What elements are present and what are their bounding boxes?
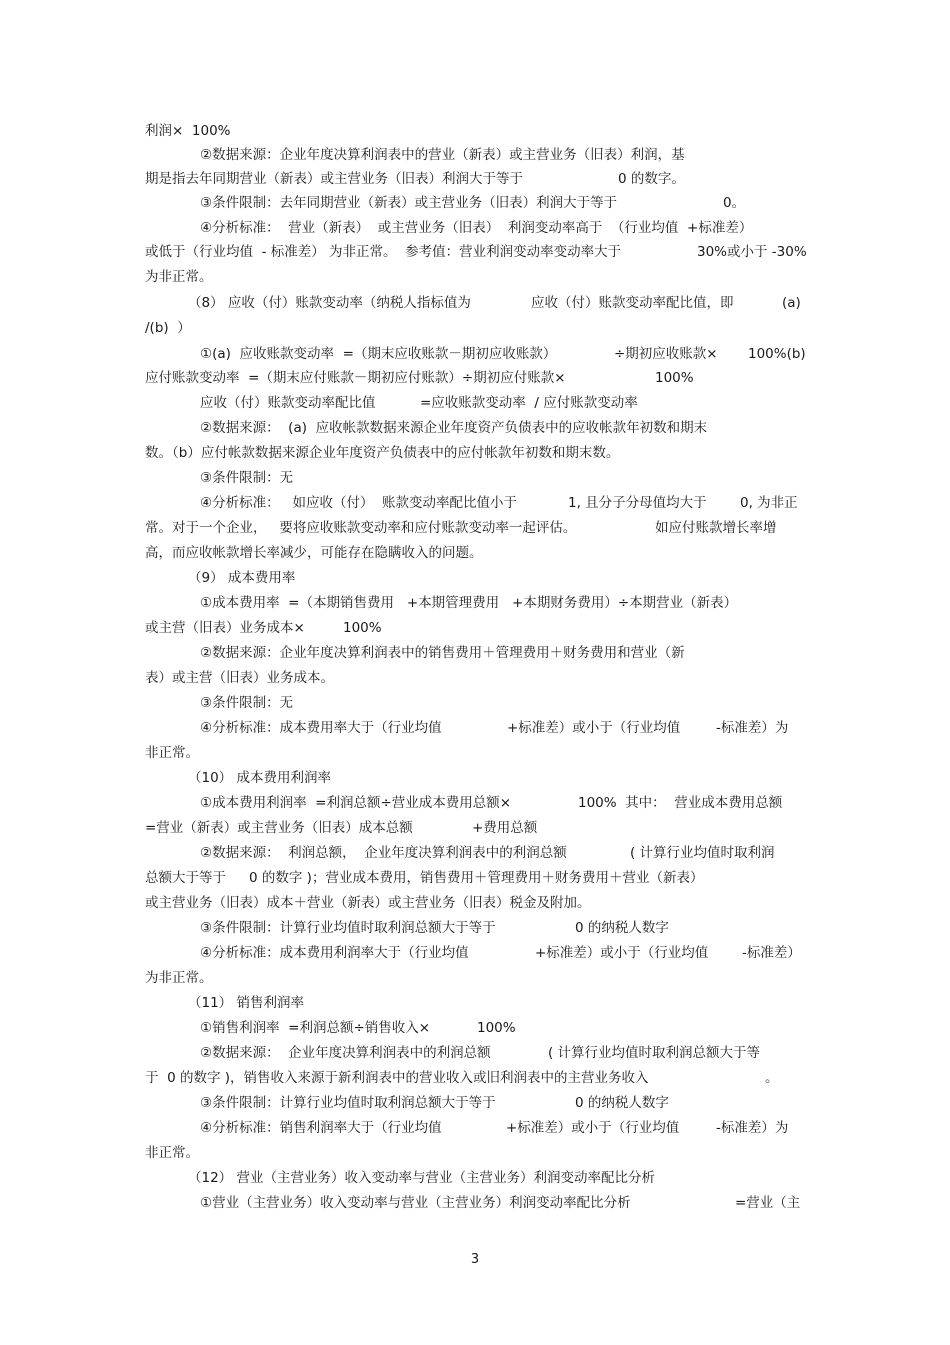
text-segment: (a)	[782, 295, 801, 311]
text-segment: 100%	[343, 620, 382, 636]
text-segment: ÷期初应收账款×	[614, 346, 718, 362]
text-segment: ④分析标准：销售利润率大于（行业均值	[200, 1120, 442, 1136]
text-line	[0, 641, 950, 665]
text-segment: 期是指去年同期营业（新表）或主营业务（旧表）利润大于等于	[145, 171, 523, 187]
text-segment: 非正常。	[145, 745, 199, 761]
text-segment: 100%	[655, 370, 694, 386]
text-line	[0, 240, 950, 264]
text-segment: ②数据来源：企业年度决算利润表中的营业（新表）或主营业务（旧表）利润，基	[200, 147, 685, 163]
text-segment: ②数据来源： (a) 应收帐款数据来源企业年度资产负债表中的应收帐款年初数和期末	[200, 420, 708, 436]
text-segment: 100%(b)	[748, 346, 806, 362]
text-segment: ④分析标准： 营业（新表） 或主营业务（旧表） 利润变动率高于 （行业均值 +标准差）	[200, 220, 753, 236]
text-segment: 高，而应收帐款增长率减少，可能存在隐瞒收入的问题。	[145, 545, 483, 561]
text-segment: 或低于（行业均值 - 标准差） 为非正常。 参考值：营业利润变动率变动率大于	[145, 244, 622, 260]
text-segment: ①成本费用率 =（本期销售费用 +本期管理费用 +本期财务费用）÷本期营业（新表）	[200, 595, 738, 611]
text-segment: 或主营（旧表）业务成本×	[145, 620, 305, 636]
text-line	[0, 841, 950, 865]
text-segment: 0 的数字 )；营业成本费用，销售费用＋管理费用＋财务费用＋营业（新表）	[249, 870, 704, 886]
text-segment: =营业（主	[735, 1195, 801, 1211]
text-segment: 应收（付）账款变动率配比值，即	[531, 295, 734, 311]
text-line	[0, 691, 950, 715]
text-segment: 0 的纳税人数字	[575, 1095, 669, 1111]
text-line	[0, 167, 950, 191]
text-line	[0, 1066, 950, 1090]
page-number: 3	[470, 1252, 480, 1267]
text-line	[0, 466, 950, 490]
text-line	[0, 941, 950, 965]
text-line	[0, 1166, 950, 1190]
text-segment: 总额大于等于	[145, 870, 226, 886]
text-segment: ( 计算行业均值时取利润	[630, 845, 775, 861]
text-line	[0, 1116, 950, 1140]
text-segment: ①销售利润率 =利润总额÷销售收入×	[200, 1020, 431, 1036]
text-segment: 常。对于一个企业， 要将应收账款变动率和应付账款变动率一起评估。	[145, 520, 577, 536]
text-line	[0, 791, 950, 815]
text-segment: -标准差）为	[716, 720, 789, 736]
text-segment: （10） 成本费用利润率	[188, 770, 331, 786]
text-line	[0, 491, 950, 515]
text-line	[0, 741, 950, 765]
text-line	[0, 316, 950, 340]
text-line	[0, 119, 950, 143]
text-segment: 30%或小于 -30%	[697, 244, 807, 260]
text-segment: ③条件限制：计算行业均值时取利润总额大于等于	[200, 920, 496, 936]
text-segment: ④分析标准： 如应收（付） 账款变动率配比值小于	[200, 495, 518, 511]
text-line	[0, 191, 950, 215]
text-line	[0, 291, 950, 315]
text-line	[0, 1191, 950, 1215]
text-segment: 1, 且分子分母值均大于	[568, 495, 707, 511]
text-segment: ①成本费用利润率 =利润总额÷营业成本费用总额×	[200, 795, 512, 811]
text-segment: ④分析标准：成本费用利润率大于（行业均值	[200, 945, 469, 961]
text-segment: 表）或主营（旧表）业务成本。	[145, 670, 334, 686]
text-line	[0, 966, 950, 990]
text-line	[0, 1041, 950, 1065]
text-segment: 非正常。	[145, 1145, 199, 1161]
text-segment: +标准差）或小于（行业均值	[507, 720, 681, 736]
text-segment: =应收账款变动率 / 应付账款变动率	[420, 395, 638, 411]
text-segment: -标准差）	[742, 945, 801, 961]
text-segment: ①营业（主营业务）收入变动率与营业（主营业务）利润变动率配比分析	[200, 1195, 631, 1211]
text-line	[0, 766, 950, 790]
text-segment: 0 的纳税人数字	[575, 920, 669, 936]
text-segment: ②数据来源： 利润总额， 企业年度决算利润表中的利润总额	[200, 845, 567, 861]
text-segment: ②数据来源： 企业年度决算利润表中的利润总额	[200, 1045, 491, 1061]
text-line	[0, 716, 950, 740]
text-segment: /(b) ）	[145, 320, 191, 336]
text-line	[0, 816, 950, 840]
text-segment: 如应付账款增长率增	[655, 520, 777, 536]
text-line	[0, 566, 950, 590]
text-segment: ②数据来源：企业年度决算利润表中的销售费用＋管理费用＋财务费用和营业（新	[200, 645, 685, 661]
text-line	[0, 991, 950, 1015]
text-segment: 为非正常。	[145, 970, 213, 986]
text-line	[0, 866, 950, 890]
text-line	[0, 342, 950, 366]
text-line	[0, 516, 950, 540]
text-line	[0, 143, 950, 167]
text-segment: 应付账款变动率 =（期末应付账款－期初应付账款）÷期初应付账款×	[145, 370, 566, 386]
text-segment: 利润× 100%	[145, 123, 231, 139]
text-segment: ④分析标准：成本费用率大于（行业均值	[200, 720, 442, 736]
text-line	[0, 891, 950, 915]
text-segment: 100% 其中： 营业成本费用总额	[578, 795, 783, 811]
text-segment: 为非正常。	[145, 269, 213, 285]
text-line	[0, 666, 950, 690]
text-segment: 0, 为非正	[740, 495, 798, 511]
text-segment: ③条件限制：去年同期营业（新表）或主营业务（旧表）利润大于等于	[200, 195, 618, 211]
text-segment: 或主营业务（旧表）成本＋营业（新表）或主营业务（旧表）税金及附加。	[145, 895, 591, 911]
text-segment: 。	[765, 1070, 779, 1086]
text-line	[0, 391, 950, 415]
text-line	[0, 1016, 950, 1040]
text-segment: 应收（付）账款变动率配比值	[200, 395, 376, 411]
text-segment: 0。	[723, 195, 746, 211]
text-segment: 于 0 的数字 )，销售收入来源于新利润表中的营业收入或旧利润表中的主营业务收入	[145, 1070, 649, 1086]
text-segment: 100%	[477, 1020, 516, 1036]
text-line	[0, 366, 950, 390]
text-segment: ③条件限制：计算行业均值时取利润总额大于等于	[200, 1095, 496, 1111]
text-segment: +标准差）或小于（行业均值	[506, 1120, 680, 1136]
text-line	[0, 616, 950, 640]
text-segment: =营业（新表）或主营业务（旧表）成本总额	[145, 820, 413, 836]
text-line	[0, 916, 950, 940]
text-line	[0, 1091, 950, 1115]
text-segment: （12） 营业（主营业务）收入变动率与营业（主营业务）利润变动率配比分析	[188, 1170, 655, 1186]
text-line	[0, 591, 950, 615]
text-segment: ①(a) 应收账款变动率 =（期末应收账款－期初应收账款）	[200, 346, 557, 362]
text-segment: （8） 应收（付）账款变动率（纳税人指标值为	[188, 295, 471, 311]
text-line	[0, 216, 950, 240]
text-line	[0, 265, 950, 289]
text-segment: +费用总额	[472, 820, 538, 836]
text-segment: ③条件限制：无	[200, 470, 294, 486]
text-line	[0, 441, 950, 465]
text-segment: ( 计算行业均值时取利润总额大于等	[548, 1045, 761, 1061]
text-line	[0, 541, 950, 565]
text-segment: 0 的数字。	[618, 171, 685, 187]
text-line	[0, 416, 950, 440]
text-segment: -标准差）为	[716, 1120, 789, 1136]
text-line	[0, 1141, 950, 1165]
text-segment: （9） 成本费用率	[188, 570, 296, 586]
text-segment: （11） 销售利润率	[188, 995, 304, 1011]
text-segment: +标准差）或小于（行业均值	[535, 945, 709, 961]
text-segment: ③条件限制：无	[200, 695, 294, 711]
text-segment: 数。（b）应付帐款数据来源企业年度资产负债表中的应付帐款年初数和期末数。	[145, 445, 620, 461]
